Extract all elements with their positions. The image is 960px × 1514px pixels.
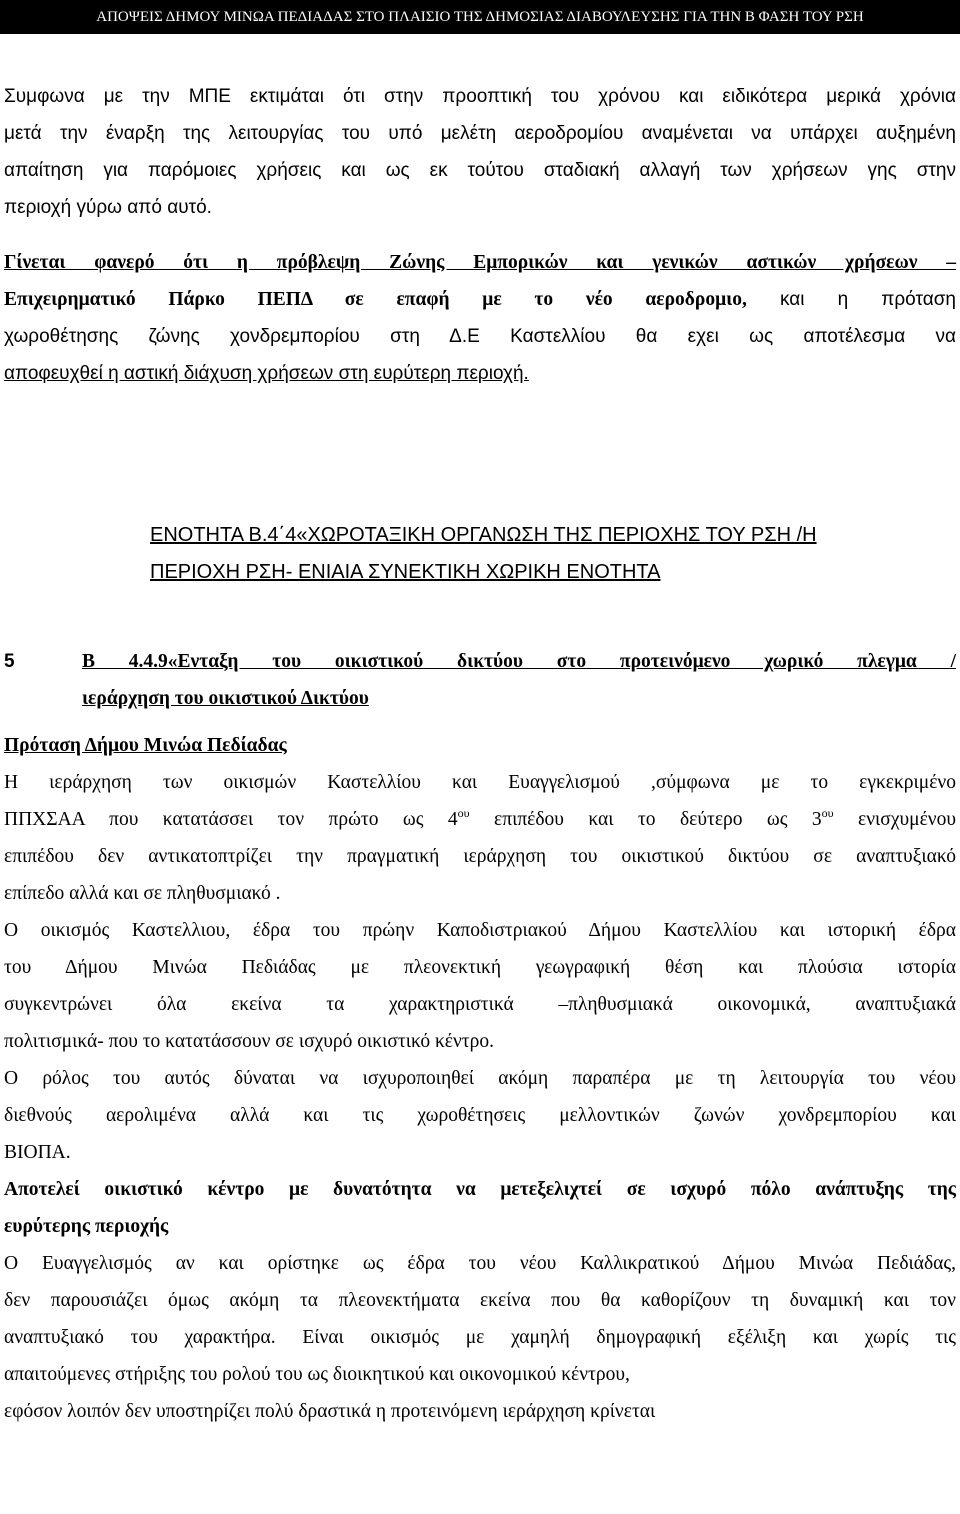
role-line: ΒΙΟΠΑ. (4, 1142, 71, 1163)
superscript: ου (457, 806, 470, 820)
kastelli-line: πολιτισμικά- που το κατατάσσουν σε ισχυρό οικιστικό κέντρο. (4, 1031, 494, 1052)
evangelismos-line: απαιτούμενες στήριξης του ρολού του ως διοικητικού και οικονομικού κέντρου, (4, 1364, 630, 1385)
intro-line: Συμφωνα με την ΜΠΕ εκτιμάται ότι στην προοπτική του χρόνου και ειδικότερα μερικά χρόνια (4, 86, 956, 107)
proposal-title: Πρόταση Δήμου Μινώα Πεδίαδας (4, 735, 287, 756)
bold-statement: ευρύτερης περιοχής (4, 1216, 169, 1237)
bold-statement: Αποτελεί οικιστικό κέντρο με δυνατότητα να μετεξελιχτεί σε ισχυρό πόλο ανάπτυξης της (4, 1179, 956, 1200)
subsection-number: 5 (4, 651, 15, 672)
subsection-title-cont: ιεράρχηση του οικιστικού Δικτύου (82, 688, 369, 709)
proposal-block (4, 727, 956, 1430)
evangelismos-line: Ο Ευαγγελισμός αν και ορίστηκε ως έδρα του νέου Καλλικρατικού Δήμου Μινώα Πεδιάδας, (4, 1253, 956, 1274)
proposal-line: επιπέδου δεν αντικατοπτρίζει την πραγματική ιεράρχηση του οικιστικού δικτύου σε αναπτυξιακό (4, 846, 956, 867)
superscript: ου (821, 806, 834, 820)
section-heading-line: ΠΕΡΙΟΧΗ ΡΣΗ- ΕΝΙΑΙΑ ΣΥΝΕΚΤΙΚΗ ΧΩΡΙΚΗ ΕΝΟΤΗΤΑ (150, 561, 661, 583)
subsection (4, 643, 956, 717)
subsection-title-row (4, 643, 956, 680)
role-line: Ο ρόλος του αυτός δύναται να ισχυροποιηθεί ακόμη παραπέρα με τη λειτουργία του νέου (4, 1068, 956, 1089)
intro-line: περιοχή γύρω από αυτό. (4, 197, 212, 218)
airport-line-mixed (4, 281, 956, 318)
airport-line-rest: και η πρόταση (746, 289, 956, 310)
airport-line: χωροθέτησης ζώνης χονδρεμπορίου στη Δ.Ε Καστελλίου θα εχει ως αποτέλεσμα να (4, 326, 956, 347)
evangelismos-line: δεν παρουσιάζει όμως ακόμη τα πλεονεκτήματα εκείνα που θα καθορίζουν τη δυναμική και τον (4, 1290, 956, 1311)
page-header: ΑΠΟΨΕΙΣ ΔΗΜΟΥ ΜΙΝΩΑ ΠΕΔΙΑΔΑΣ ΣΤΟ ΠΛΑΙΣΙΟ ΤΗΣ ΔΗΜΟΣΙΑΣ ΔΙΑΒΟΥΛΕΥΣΗΣ ΓΙΑ ΤΗΝ Β ΦΑΣΗ ΤΟΥ ΡΣΗ (0, 0, 960, 34)
text-part: επιπέδου και το δεύτερο ως 3 (469, 809, 822, 830)
airport-line: αποφευχθεί η αστική διάχυση χρήσεων στη ευρύτερη περιοχή. (4, 363, 529, 384)
intro-paragraph (4, 78, 956, 226)
subsection-title: Β 4.4.9«Ενταξη του οικιστικού δικτύου στο προτεινόμενο χωρικό πλεγμα / (82, 651, 956, 672)
airport-paragraph (4, 244, 956, 392)
intro-line: μετά την έναρξη της λειτουργίας του υπό μελέτη αεροδρομίου αναμένεται να υπάρχει αυξημένη (4, 123, 956, 144)
text-part: ενισχυμένου (833, 809, 956, 830)
proposal-line (4, 801, 956, 838)
section-heading-line: ΕΝΟΤΗΤΑ Β.4΄4«ΧΩΡΟΤΑΞΙΚΗ ΟΡΓΑΝΩΣΗ ΤΗΣ ΠΕΡΙΟΧΗΣ ΤΟΥ ΡΣΗ /Η (150, 524, 817, 546)
kastelli-line: Ο οικισμός Καστελλιου, έδρα του πρώην Καποδιστριακού Δήμου Καστελλίου και ιστορική έδρα (4, 920, 956, 941)
kastelli-line: του Δήμου Μινώα Πεδιάδας με πλεονεκτική γεωγραφική θέση και πλούσια ιστορία (4, 957, 956, 978)
evangelismos-line: αναπτυξιακό του χαρακτήρα. Είναι οικισμός με χαμηλή δημογραφική εξέλιξη και χωρίς τις (4, 1327, 956, 1348)
role-line: διεθνούς αερολιμένα αλλά και τις χωροθέτησεις μελλοντικών ζωνών χονδρεμπορίου και (4, 1105, 956, 1126)
kastelli-line: συγκεντρώνει όλα εκείνα τα χαρακτηριστικά –πληθυσμιακά οικονομικά, αναπτυξιακά (4, 994, 956, 1015)
airport-line-bold-part: Επιχειρηματικό Πάρκο ΠΕΠΔ σε επαφή με το νέο αεροδρομιο, (4, 289, 747, 310)
evangelismos-line: εφόσον λοιπόν δεν υποστηρίζει πολύ δραστικά η προτεινόμενη ιεράρχηση κρίνεται (4, 1401, 656, 1422)
intro-line: απαίτηση για παρόμοιες χρήσεις και ως εκ τούτου σταδιακή αλλαγή των χρήσεων γης στην (4, 160, 956, 181)
proposal-line: επίπεδο αλλά και σε πληθυσμιακό . (4, 883, 281, 904)
section-heading (150, 517, 910, 591)
proposal-line: Η ιεράρχηση των οικισμών Καστελλίου και Ευαγγελισμού ,σύμφωνα με το εγκεκριμένο (4, 772, 956, 793)
airport-line-bold: Γίνεται φανερό ότι η πρόβλεψη Ζώνης Εμπορικών και γενικών αστικών χρήσεων – (4, 252, 956, 273)
text-part: ΠΠΧΣΑΑ που κατατάσσει τον πρώτο ως 4 (4, 809, 458, 830)
